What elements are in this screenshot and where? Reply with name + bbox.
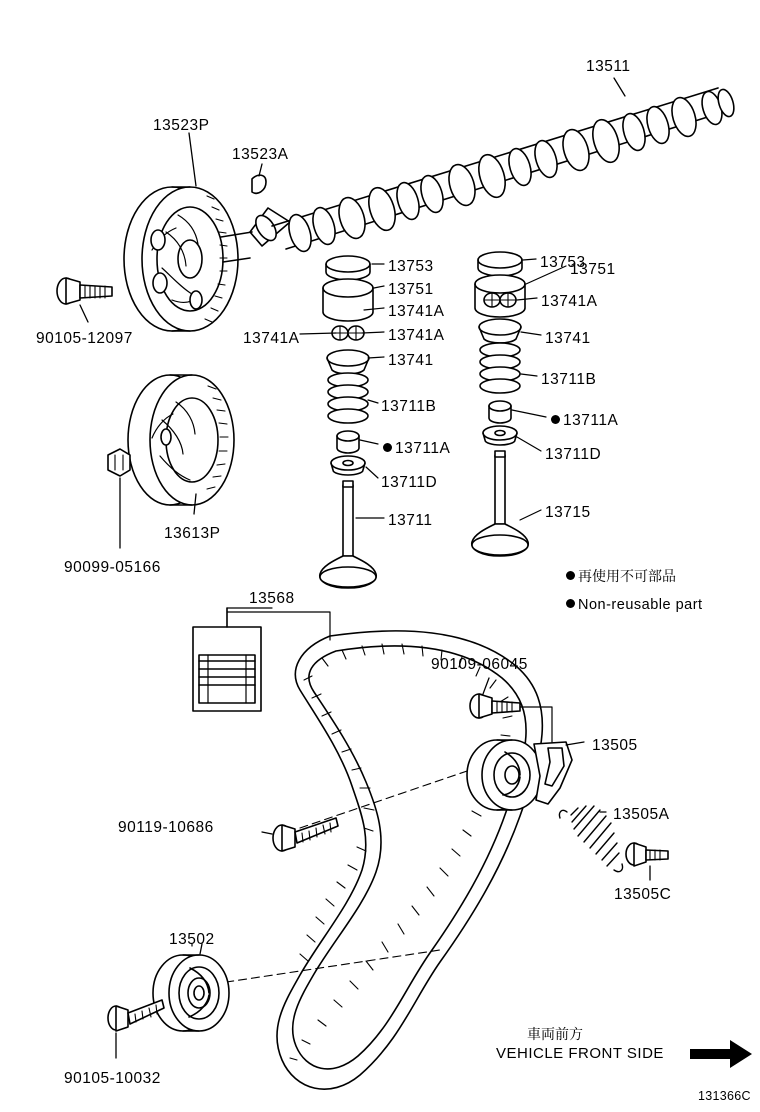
part-number-text: 13715 [545,504,591,521]
part-number-text: 13741A [388,327,445,344]
part-number-text: 90105-10032 [64,1070,161,1087]
part-label-13741a [388,327,444,344]
part-number-text: 90119-10686 [118,819,214,836]
part-number-text: 13511 [586,58,631,75]
part-label-13523p [153,117,209,134]
part-number-text: 13741 [545,330,591,347]
part-label-13715 [545,504,591,521]
part-number-text: 13753 [388,258,434,275]
part-number-text: 13751 [388,281,434,298]
part-label-13505c [614,886,671,903]
valve-spring-seat-right [483,426,517,445]
part-label-90119-10686 [118,819,214,836]
valve-assembly-right [472,252,528,556]
part-number-text: 13505A [613,806,670,823]
valve-spring-left [328,373,368,423]
idler-pulley-13502 [153,944,229,1031]
front-note-jp: 車両前方 [527,1027,583,1043]
part-label-13753 [388,258,434,275]
valve-keeper-left [332,326,364,340]
part-label-13505a [613,806,669,823]
valve-spring-seat-left [331,456,365,475]
part-number-text: 90099-05166 [64,559,161,576]
part-label-13505 [592,737,638,754]
valve-keeper-right [484,293,516,307]
part-number-text: 13711 [388,512,433,529]
intake-valve-13711 [320,481,376,588]
part-label-13741a [243,330,299,347]
part-number-text: 13523A [232,146,289,163]
part-label-13502 [169,931,215,948]
bolt-90105-12097 [57,278,112,322]
camshaft-13511 [250,78,737,254]
part-number-text: 13741A [388,303,445,320]
part-label-13741a [388,303,444,320]
part-label-13711b [541,371,596,388]
part-number-text: 13741A [541,293,598,310]
part-label-13711b [381,398,436,415]
nonreusable-dot-icon [551,415,560,424]
part-number-text: 90105-12097 [36,330,133,347]
part-label-90109-06045 [431,656,528,673]
exhaust-valve-13715 [472,451,528,556]
woodruff-key-13523A [252,164,266,193]
part-label-13751 [570,261,616,278]
part-number-text: 13751 [570,261,616,278]
part-label-90105-10032 [64,1070,161,1087]
part-number-text: 13505C [614,886,672,903]
part-label-13711a [551,412,618,429]
part-number-text: 13711D [381,474,438,491]
part-label-13741a [541,293,597,310]
part-label-13613p [164,525,220,542]
part-label-90105-12097 [36,330,133,347]
part-number-text: 13613P [164,525,221,542]
valve-assembly-left [320,256,376,588]
nonreusable-dot-icon-2 [566,599,575,608]
timing-belt-box-13568 [193,608,330,711]
part-label-13711 [388,512,432,529]
part-label-13711d [381,474,437,491]
legend-en: Non-reusable part [566,598,703,614]
part-label-13741 [545,330,591,347]
valve-stem-seal-right [489,401,511,423]
part-label-13523a [232,146,288,163]
front-note-en: VEHICLE FRONT SIDE [496,1045,664,1062]
part-label-90099-05166 [64,559,161,576]
nonreusable-dot-icon [566,571,575,580]
bolt-13505C [626,843,668,880]
legend-jp: 再使用不可部品 [566,570,676,585]
part-number-text: 13505 [592,737,638,754]
part-number-text: 13741A [243,330,300,347]
key-90099-05166 [108,449,130,548]
part-label-13711a [383,440,450,457]
part-number-text: 13711A [395,440,451,457]
part-number-text: 13753 [540,254,586,271]
idler-pulley-13505 [467,740,584,810]
valve-spring-right [480,343,520,393]
part-number-text: 13711D [545,446,602,463]
part-number-text: 13711A [563,412,619,429]
part-number-text: 13502 [169,931,215,948]
part-number-text: 13711B [541,371,597,388]
bolt-90105-10032 [108,1000,164,1058]
part-label-13711d [545,446,601,463]
part-number-text: 13523P [153,117,210,134]
part-number-text: 13711B [381,398,437,415]
part-number-text: 13741 [388,352,434,369]
part-label-13741 [388,352,434,369]
nonreusable-dot-icon [383,443,392,452]
vehicle-front-arrow [690,1040,752,1068]
part-number-text: 13568 [249,590,295,607]
bolt-90119-10686 [262,818,338,851]
part-label-13511 [586,58,630,75]
part-label-13568 [249,590,295,607]
sheet-code: 131366C [698,1089,751,1103]
crankshaft-timing-pulley-13613P [128,375,234,514]
valve-stem-seal-left [337,431,359,453]
part-number-text: 90109-06045 [431,656,528,673]
part-label-13751 [388,281,434,298]
